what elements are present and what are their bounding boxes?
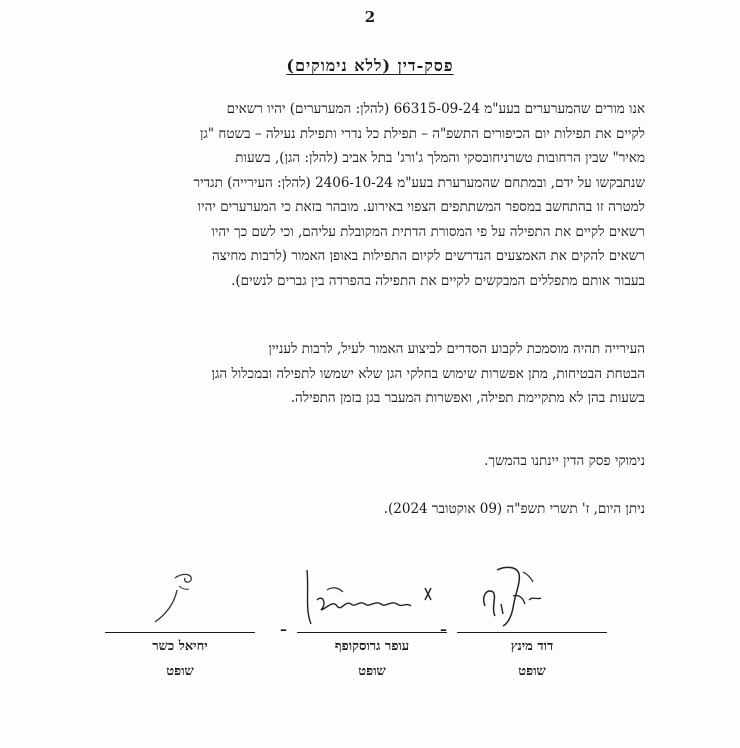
paragraph-line: ניתן היום, ז' תשרי תשפ"ה (09 אוקטובר 2024).: [383, 501, 645, 517]
judge-name: דוד מינץ: [510, 639, 554, 654]
paragraph-line: שנתבקשו על ידם, ובמתחם שהמערערת בעע"מ 2406-10-24 (להלן: העירייה) תגדיר: [193, 174, 645, 191]
signature-block-left: [105, 560, 255, 700]
paragraph-line: הבטחת הבטיחות, מתן אפשרות שימוש בחלקי הגן שלא ישמשו לתפילה ובמכלול הגן: [211, 365, 645, 382]
paragraph-line: בעבור אותם מתפללים המבקשים לקיים את התפילה בהפרדה בין גברים לנשים).: [231, 272, 645, 289]
signature-line: [457, 632, 607, 633]
paragraph-line: בשעות בהן לא מתקיימת תפילה, ואפשרות המעבר בגן בזמן התפילה.: [290, 390, 645, 406]
ruling-paragraph-1: [85, 97, 645, 293]
separator-dash: –: [440, 622, 447, 638]
judge-title: שופט: [358, 664, 386, 679]
signature-line: [297, 632, 447, 633]
paragraph-line: רשאים להקים את האמצעים הנדרשים לקיום התפילות באופן האמור (לרבות מחיצה: [212, 248, 645, 264]
judge-name: יחיאל כשר: [152, 639, 208, 654]
separator-dash: –: [280, 622, 287, 638]
paragraph-line: העירייה תהיה מוסמכת לקבוע הסדרים לביצוע האמור לעיל, לרבות לעניין: [268, 341, 645, 357]
ruling-paragraph-2: [85, 337, 645, 411]
handwritten-signature-right: [457, 560, 607, 630]
page-title: [0, 56, 740, 76]
paragraph-line: לקיים את תפילות יום הכיפורים התשפ"ה – תפילת כל נדרי ותפילת נעילה – בשטח "גן: [199, 125, 645, 142]
judge-title: שופט: [518, 664, 546, 679]
handwritten-signature-left: [105, 560, 255, 630]
signature-block-middle: [297, 560, 447, 700]
paragraph-line: מאיר" שבין הרחובות טשרניחובסקי והמלך ג'ורג' בתל אביב (להלן: הגן), בשעות: [235, 150, 645, 166]
judge-name: עופר גרוסקופף: [334, 639, 410, 654]
handwritten-signature-middle: [297, 560, 447, 630]
reasons-note: [85, 449, 645, 474]
title-text: פסק-דין (ללא נימוקים): [286, 56, 454, 75]
paragraph-line: רשאים לקיים את התפילה על פי המסורת הדתית המקובלת עליהם, וכי לשם כך יהיו: [211, 223, 645, 240]
issue-date: [85, 497, 645, 522]
paragraph-line: למטרה זו בהתחשב במספר המשתתפים הצפוי באירוע. מובהר בזאת כי המערערים יהיו: [197, 199, 645, 215]
paragraph-line: אנו מורים שהמערערים בעע"מ 66315-09-24 (להלן: המערערים) יהיו רשאים: [226, 101, 645, 117]
judge-title: שופט: [166, 664, 194, 679]
signature-line: [105, 632, 255, 633]
page-number: 2: [364, 8, 376, 26]
signature-block-right: [457, 560, 607, 700]
paragraph-line: נימוקי פסק הדין יינתנו בהמשך.: [484, 453, 645, 469]
